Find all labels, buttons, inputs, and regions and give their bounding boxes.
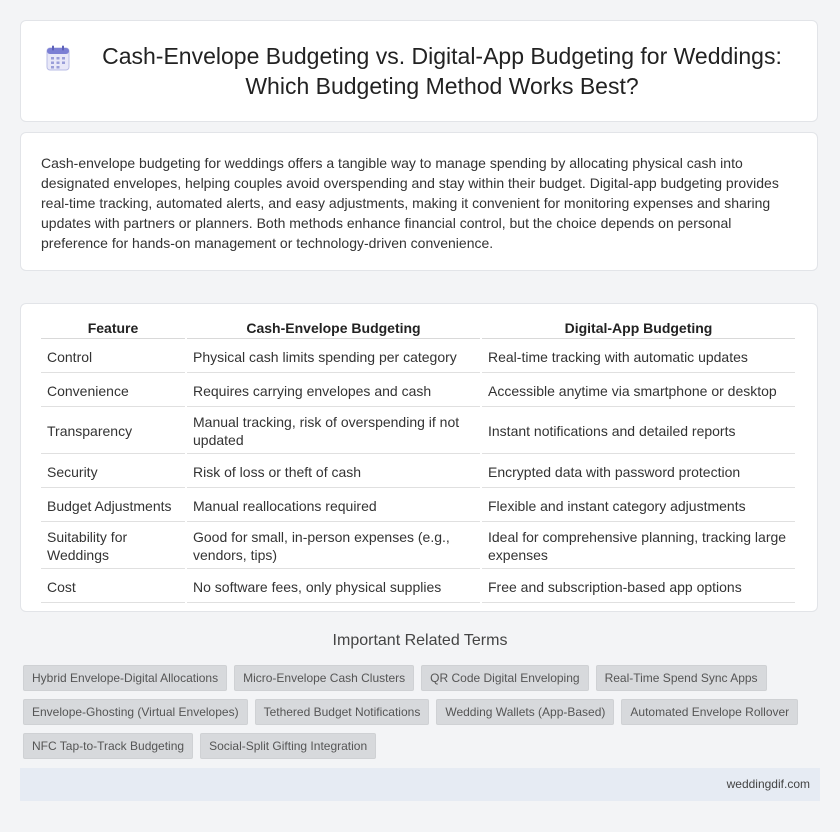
footer	[20, 768, 820, 801]
table-cell: Transparency	[41, 409, 185, 454]
related-term-tag[interactable]: Automated Envelope Rollover	[621, 699, 798, 725]
table-cell: Flexible and instant category adjustments	[482, 490, 795, 522]
column-header: Feature	[41, 316, 185, 339]
table-cell: Budget Adjustments	[41, 490, 185, 522]
header-card	[20, 20, 818, 122]
table-cell: No software fees, only physical supplies	[187, 571, 480, 603]
table-cell: Manual tracking, risk of overspending if not updated	[187, 409, 480, 454]
table-cell: Security	[41, 456, 185, 488]
table-cell: Instant notifications and detailed reports	[482, 409, 795, 454]
related-terms-title: Important Related Terms	[332, 632, 508, 649]
table-row	[41, 375, 795, 407]
footer-site-link[interactable]: weddingdif.com	[726, 777, 810, 791]
intro-text: Cash-envelope budgeting for weddings offers a tangible way to manage spending by allocating physical cash into designated envelopes, helping couples avoid overspending and stay within their budget. Digital-app budgeting provides real-time tracking, automated alerts, and easy adjustments, making it convenient for monitoring expenses and sharing updates with partners or planners. Both methods enhance financial control, but the choice depends on personal preference for hands-on management or technology-driven convenience.	[41, 155, 779, 251]
related-terms-list	[23, 665, 813, 759]
related-term-tag[interactable]: Tethered Budget Notifications	[255, 699, 430, 725]
table-cell: Manual reallocations required	[187, 490, 480, 522]
table-row	[41, 456, 795, 488]
table-cell: Good for small, in-person expenses (e.g., vendors, tips)	[187, 524, 480, 569]
column-header: Cash-Envelope Budgeting	[187, 316, 480, 339]
table-cell: Suitability for Weddings	[41, 524, 185, 569]
table-header-row	[41, 316, 795, 339]
table-cell: Ideal for comprehensive planning, tracking large expenses	[482, 524, 795, 569]
table-cell: Cost	[41, 571, 185, 603]
table-cell: Physical cash limits spending per category	[187, 341, 480, 373]
column-header: Digital-App Budgeting	[482, 316, 795, 339]
table-row	[41, 341, 795, 373]
related-term-tag[interactable]: Social-Split Gifting Integration	[200, 733, 376, 759]
table-row	[41, 490, 795, 522]
table-cell: Control	[41, 341, 185, 373]
table-cell: Convenience	[41, 375, 185, 407]
calendar-icon	[46, 45, 70, 71]
related-term-tag[interactable]: Wedding Wallets (App-Based)	[436, 699, 614, 725]
table-cell: Risk of loss or theft of cash	[187, 456, 480, 488]
table-cell: Encrypted data with password protection	[482, 456, 795, 488]
related-term-tag[interactable]: NFC Tap-to-Track Budgeting	[23, 733, 193, 759]
related-term-tag[interactable]: Real-Time Spend Sync Apps	[596, 665, 767, 691]
table-row	[41, 524, 795, 569]
table-cell: Free and subscription-based app options	[482, 571, 795, 603]
related-term-tag[interactable]: Hybrid Envelope-Digital Allocations	[23, 665, 227, 691]
table-cell: Real-time tracking with automatic updates	[482, 341, 795, 373]
table-row	[41, 409, 795, 454]
comparison-table	[39, 314, 797, 605]
table-cell: Accessible anytime via smartphone or desktop	[482, 375, 795, 407]
related-term-tag[interactable]: QR Code Digital Enveloping	[421, 665, 588, 691]
comparison-card	[20, 303, 818, 612]
intro-card	[20, 132, 818, 271]
related-term-tag[interactable]: Micro-Envelope Cash Clusters	[234, 665, 414, 691]
related-term-tag[interactable]: Envelope-Ghosting (Virtual Envelopes)	[23, 699, 248, 725]
table-cell: Requires carrying envelopes and cash	[187, 375, 480, 407]
page-title: Cash-Envelope Budgeting vs. Digital-App Budgeting for Weddings: Which Budgeting Method Works Best?	[102, 43, 782, 99]
table-row	[41, 571, 795, 603]
